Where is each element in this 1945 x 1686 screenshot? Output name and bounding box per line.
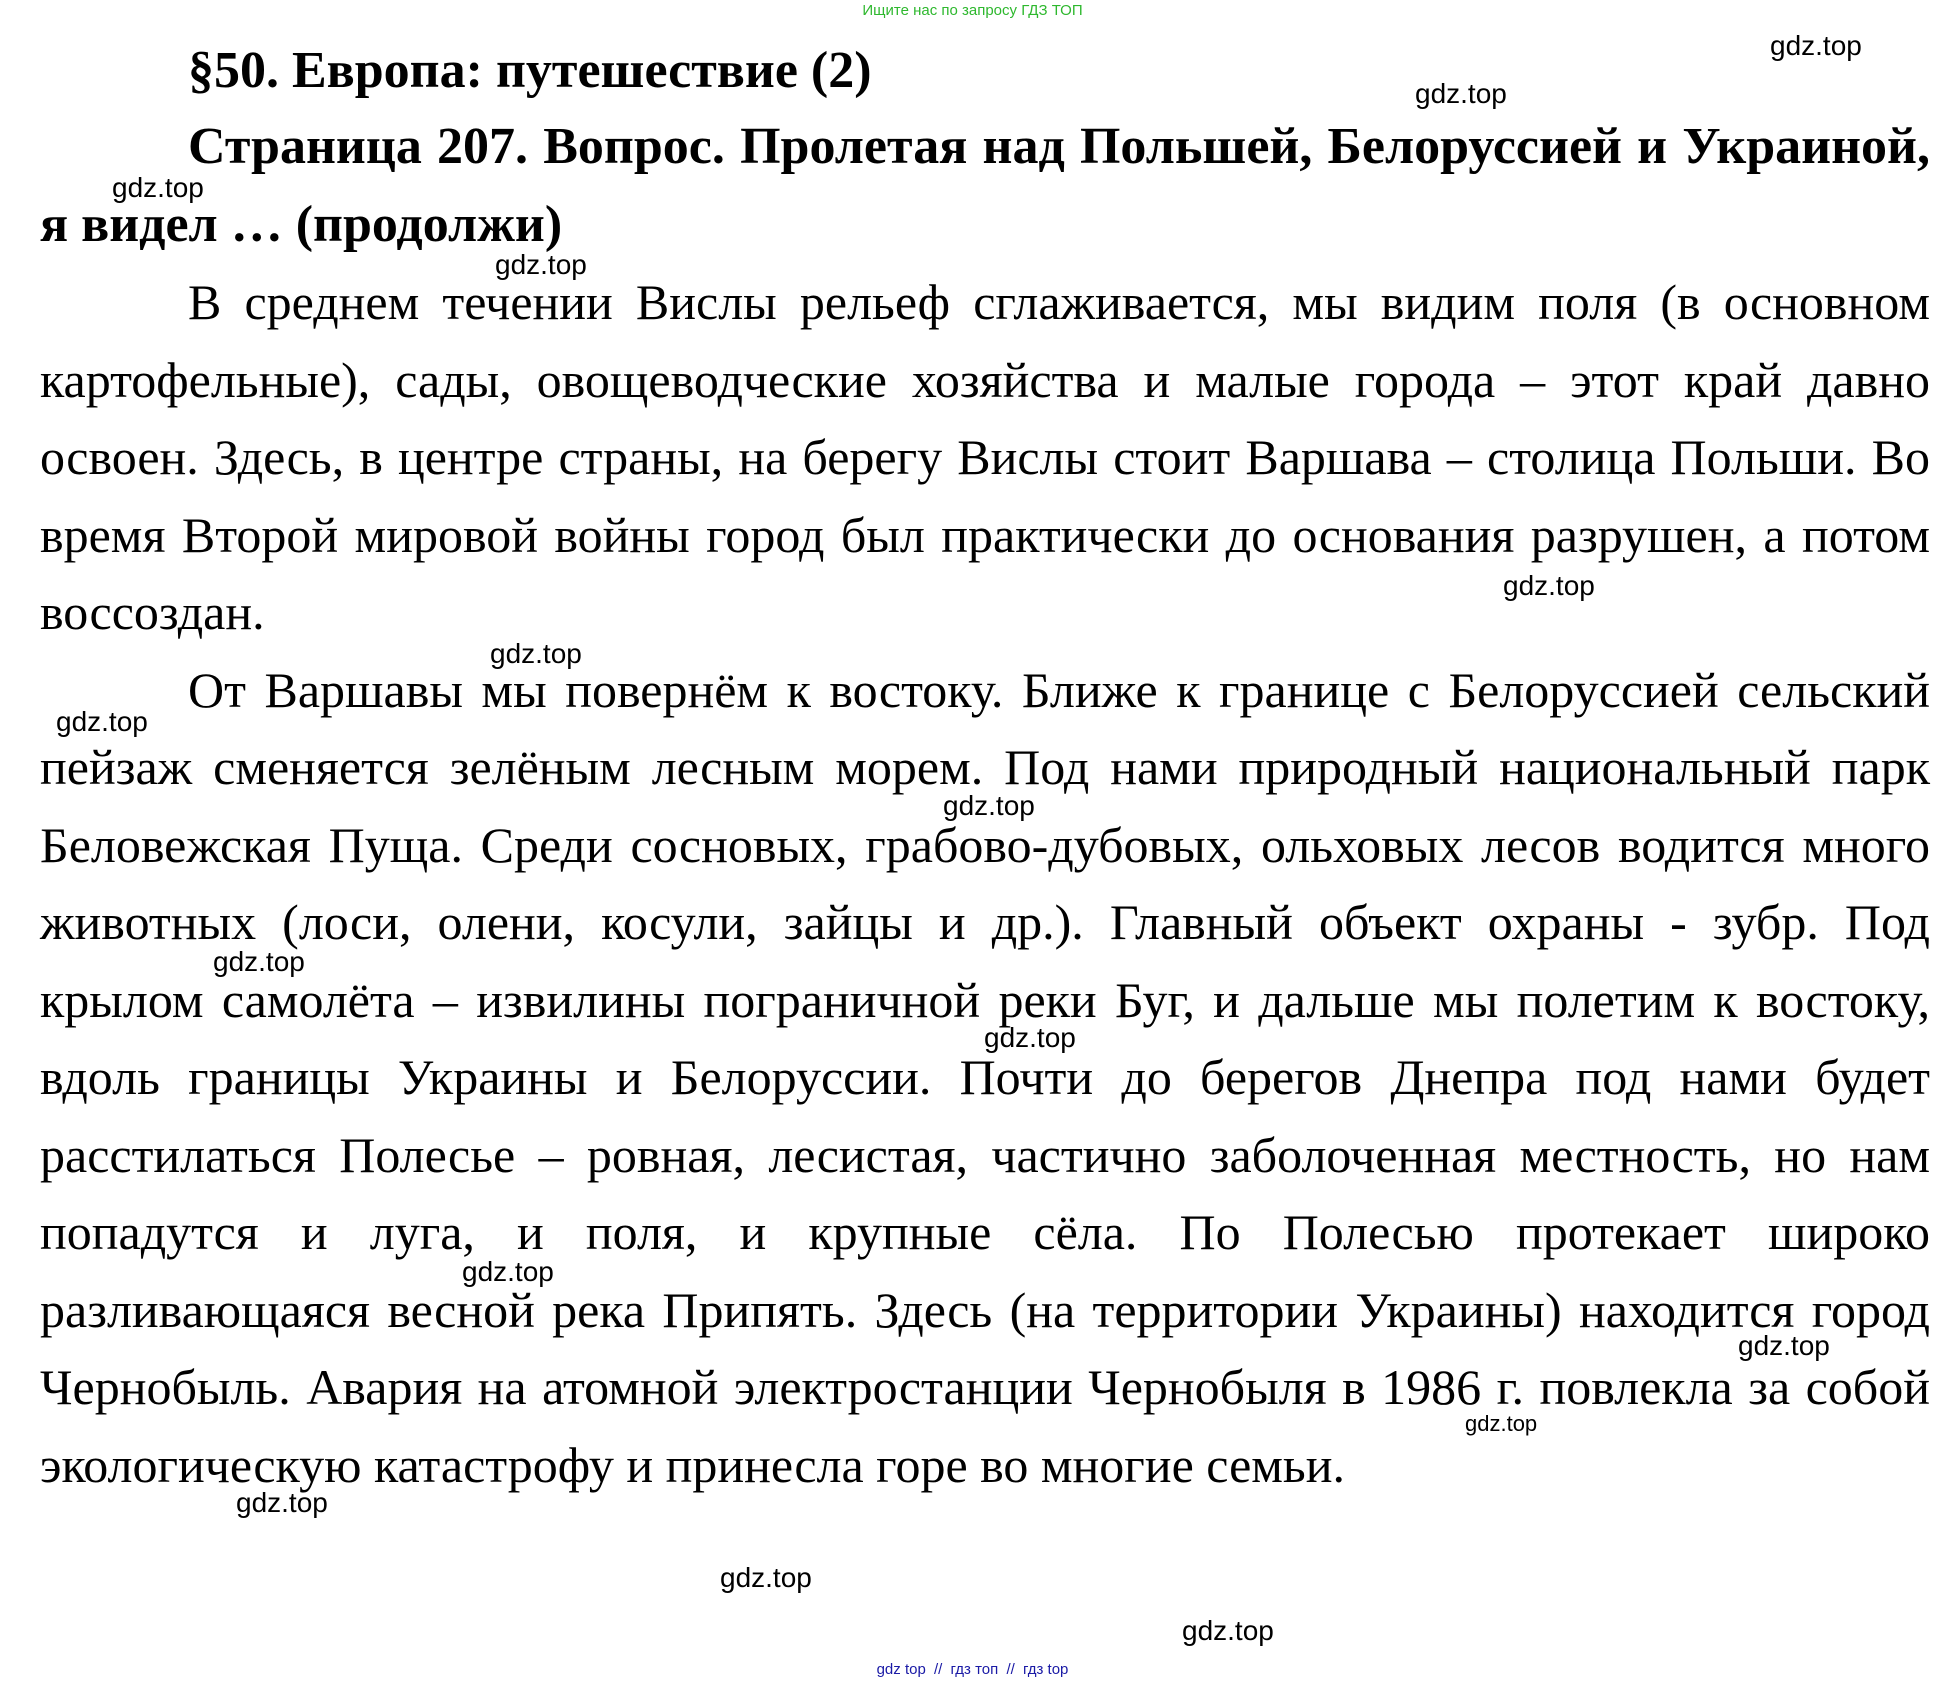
footer-separator: // bbox=[1006, 1661, 1015, 1678]
footer-links bbox=[0, 1661, 1945, 1678]
watermark: gdz.top bbox=[56, 706, 148, 737]
watermark: gdz.top bbox=[1415, 78, 1507, 109]
answer-paragraph-2: От Варшавы мы повернём к востоку. Ближе к границе с Белоруссией сельский пейзаж сменяется зелёным лесным морем. Под нами природный национальный парк Беловежская Пуща. Среди сосновых, грабово-дубовых, ольховых лесов водится много животных (лоси, олени, косули, зайцы и др.). Главный объект охраны - зубр. Под крылом самолёта – извилины пограничной реки Буг, и дальше мы полетим к востоку, вдоль границы Украины и Белоруссии. Почти до берегов Днепра под нами будет расстилаться Полесье – ровная, лесистая, частично заболоченная местность, но нам попадутся и луга, и поля, и крупные сёла. По Полесью протекает широко разливающаяся весной река Припять. Здесь (на территории Украины) находится город Чернобыль. Авария на атомной электростанции Чернобыля в 1986 г. повлекла за собой экологическую катастрофу и принесла горе во многие семьи. bbox=[40, 661, 1930, 1493]
watermark: gdz.top bbox=[112, 172, 204, 203]
watermark: gdz.top bbox=[213, 946, 305, 977]
watermark: gdz.top bbox=[1738, 1330, 1830, 1361]
watermark: gdz.top bbox=[462, 1256, 554, 1287]
watermark: gdz.top bbox=[720, 1562, 812, 1593]
watermark: gdz.top bbox=[490, 638, 582, 669]
watermark: gdz.top bbox=[1182, 1615, 1274, 1646]
answer-paragraph-1: В среднем течении Вислы рельеф сглаживается, мы видим поля (в основном картофельные), сады, овощеводческие хозяйства и малые города – этот край давно освоен. Здесь, в центре страны, на берегу Вислы стоит Варшава – столица Польши. Во время Второй мировой войны город был практически до основания разрушен, а потом воссоздан. bbox=[40, 274, 1930, 640]
watermark: gdz.top bbox=[495, 249, 587, 280]
watermark: gdz.top bbox=[984, 1022, 1076, 1053]
footer-separator: // bbox=[933, 1661, 943, 1678]
top-banner[interactable]: Ищите нас по запросу ГДЗ ТОП bbox=[862, 2, 1083, 19]
watermark: gdz.top bbox=[1770, 30, 1862, 61]
question-heading: Страница 207. Вопрос. Пролетая над Польшей, Белоруссией и Украиной, я видел … (продолжи) bbox=[40, 118, 1930, 253]
watermark: gdz.top bbox=[236, 1487, 328, 1518]
footer-link-gdz-top-ru[interactable]: гдз топ bbox=[950, 1661, 999, 1678]
watermark: gdz.top bbox=[943, 790, 1035, 821]
document-body bbox=[40, 34, 1930, 1504]
section-title: §50. Европа: путешествие (2) bbox=[188, 42, 872, 99]
watermark: gdz.top bbox=[1503, 570, 1595, 601]
footer-link-gdz-top-mixed[interactable]: гдз top bbox=[1022, 1661, 1069, 1678]
footer-link-gdz-top[interactable]: gdz top bbox=[876, 1661, 926, 1678]
watermark: gdz.top bbox=[1465, 1411, 1538, 1436]
